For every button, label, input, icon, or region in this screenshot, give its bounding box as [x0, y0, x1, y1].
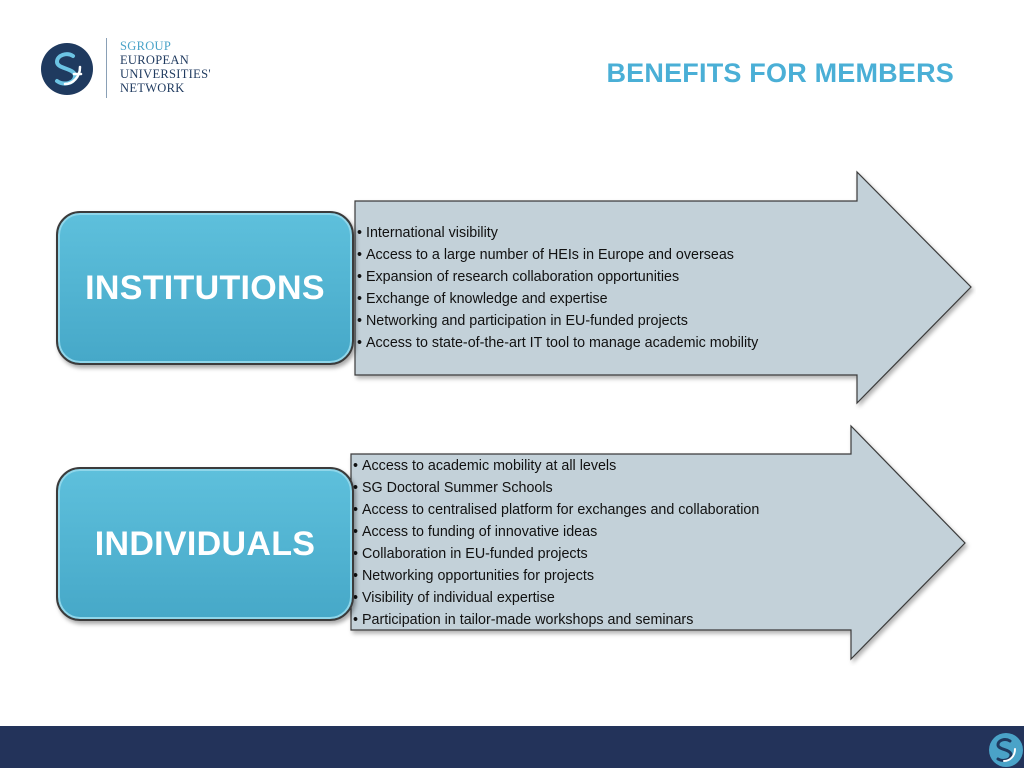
- list-item: • Collaboration in EU-funded projects: [353, 543, 759, 565]
- institutions-benefits-list: [357, 222, 758, 354]
- list-item: • Access to a large number of HEIs in Europe and overseas: [357, 244, 758, 266]
- logo-line: SGROUP: [120, 39, 172, 53]
- list-item: • SG Doctoral Summer Schools: [353, 477, 759, 499]
- logo-line: EUROPEAN: [120, 53, 190, 67]
- individuals-label: INDIVIDUALS: [94, 524, 316, 563]
- list-item: • Expansion of research collaboration opportunities: [357, 266, 758, 288]
- logo-wordmark: [120, 39, 211, 95]
- individuals-benefits-arrow: [346, 422, 972, 666]
- list-item: • Access to funding of innovative ideas: [353, 521, 759, 543]
- institutions-benefits-arrow: [350, 168, 976, 410]
- institutions-box: [56, 211, 354, 365]
- list-item: • Networking opportunities for projects: [353, 565, 759, 587]
- list-item: • Access to academic mobility at all levels: [353, 455, 759, 477]
- institutions-label: INSTITUTIONS: [85, 268, 325, 307]
- sg-monogram-icon: [40, 42, 94, 96]
- sg-monogram-icon: [986, 732, 1024, 768]
- individuals-box: [56, 467, 354, 621]
- list-item: • Access to state-of-the-art IT tool to manage academic mobility: [357, 332, 758, 354]
- individuals-benefits-list: [353, 455, 759, 631]
- footer-bar: [0, 726, 1024, 768]
- logo-line: NETWORK: [120, 81, 185, 95]
- page-title: BENEFITS FOR MEMBERS: [606, 58, 954, 88]
- sgroup-logo: [40, 38, 240, 100]
- list-item: • Networking and participation in EU-funded projects: [357, 310, 758, 332]
- list-item: • Exchange of knowledge and expertise: [357, 288, 758, 310]
- list-item: • Visibility of individual expertise: [353, 587, 759, 609]
- logo-line: UNIVERSITIES': [120, 67, 211, 81]
- list-item: • International visibility: [357, 222, 758, 244]
- logo-divider: [106, 38, 107, 98]
- list-item: • Access to centralised platform for exchanges and collaboration: [353, 499, 759, 521]
- list-item: • Participation in tailor-made workshops and seminars: [353, 609, 759, 631]
